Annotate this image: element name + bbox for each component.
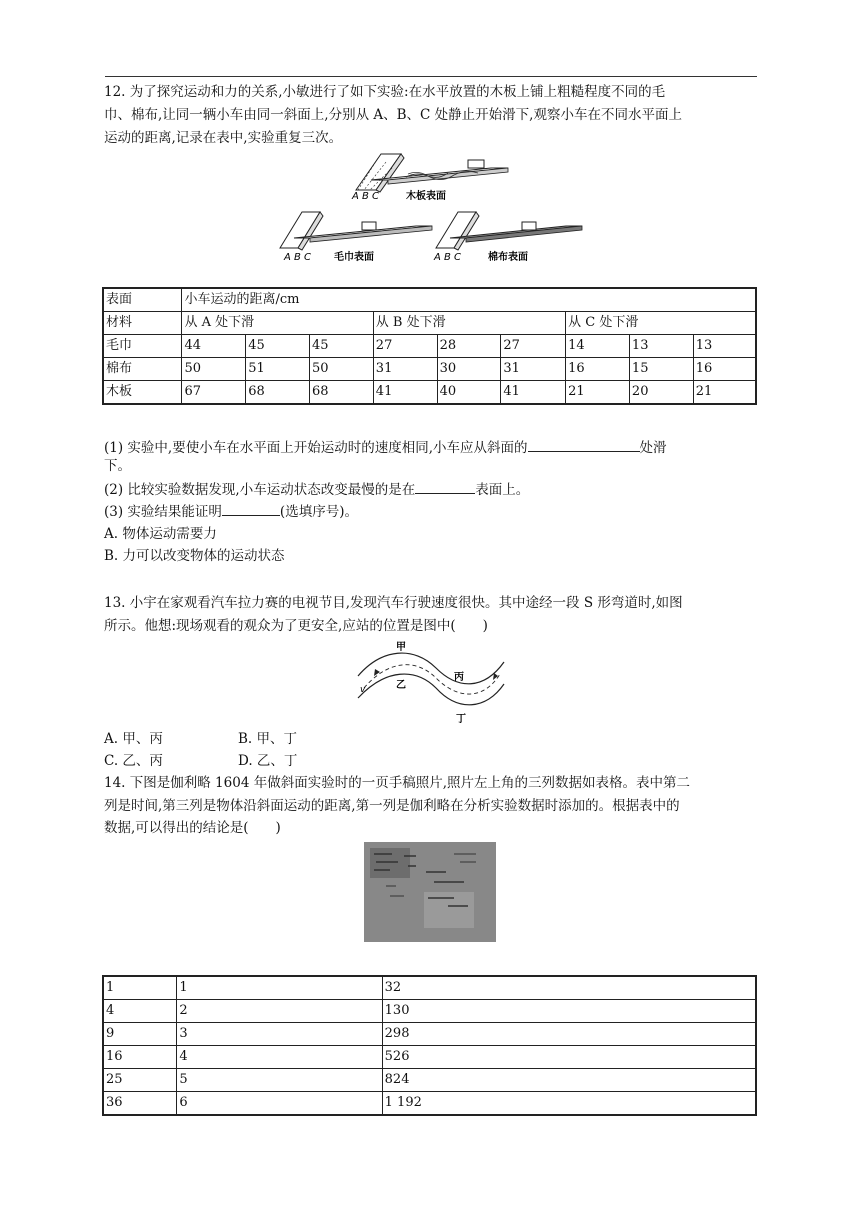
q12-sub2-text: (2) 比较实验数据发现,小车运动状态改变最慢的是在: [104, 482, 416, 498]
q12-experiment-figure: [276, 150, 586, 270]
right-label-c: C: [454, 252, 461, 263]
table-cell: 130: [382, 1000, 756, 1023]
q12-sub3: [104, 501, 358, 522]
table-cell: 41: [501, 381, 566, 405]
q12-sub2: [104, 479, 529, 500]
towel-caption: 毛巾表面: [334, 252, 374, 263]
table-cell: 30: [437, 358, 501, 381]
table-cell: 4: [177, 1046, 382, 1069]
q12-sub3-blank[interactable]: [222, 501, 280, 516]
row-material: 木板: [103, 381, 182, 405]
table-cell: 20: [629, 381, 693, 405]
wood-surface-setup: [351, 154, 508, 202]
table-cell: 67: [182, 381, 246, 405]
q13-text-line-1: 13. 小宇在家观看汽车拉力赛的电视节目,发现汽车行驶速度很快。其中途经一段 S 形弯道时,如图: [104, 595, 683, 611]
table-cell: 50: [310, 358, 374, 381]
table-row: [103, 1000, 756, 1023]
table-cell: 27: [501, 335, 566, 358]
table-cell: 31: [373, 358, 437, 381]
table-row: [103, 1069, 756, 1092]
q12-sub2-blank[interactable]: [415, 479, 475, 494]
q12-text-line-2: 巾、棉布,让同一辆小车由同一斜面上,分别从 A、B、C 处静止开始滑下,观察小车在不同水平面上: [104, 107, 682, 123]
table-cell: 14: [566, 335, 630, 358]
table-cell: 25: [103, 1069, 177, 1092]
table-cell: 68: [246, 381, 310, 405]
table-main-header: 小车运动的距离/cm: [182, 288, 756, 312]
table-cell: 2: [177, 1000, 382, 1023]
table-cell: 16: [103, 1046, 177, 1069]
table-cell: 45: [310, 335, 374, 358]
wood-caption: 木板表面: [406, 191, 446, 202]
table-cell: 32: [382, 976, 756, 1000]
q14-text-line-2: 列是时间,第三列是物体沿斜面运动的距离,第一列是伽利略在分析实验数据时添加的。根据表中的: [104, 798, 680, 814]
q13-text-line-2: 所示。他想:现场观看的观众为了更安全,应站的位置是图中( ): [104, 618, 488, 634]
top-label-b: B: [362, 191, 369, 202]
q12-sub1-tail: 处滑: [639, 440, 667, 456]
left-label-c: C: [304, 252, 311, 263]
top-label-a: A: [352, 191, 359, 202]
q12-text-line-1: 12. 为了探究运动和力的关系,小敏进行了如下实验:在水平放置的木板上铺上粗糙程度不同的毛: [104, 84, 666, 100]
q13-option-c: C. 乙、丙: [104, 753, 163, 769]
table-cell: 45: [246, 335, 310, 358]
q12-data-table: [102, 287, 757, 405]
table-group-b: 从 B 处下滑: [373, 312, 565, 335]
q14-text-line-3: 数据,可以得出的结论是( ): [104, 820, 281, 836]
table-cell: 51: [246, 358, 310, 381]
table-cell: 1 192: [382, 1092, 756, 1116]
q12-text-line-3: 运动的距离,记录在表中,实验重复三次。: [104, 130, 343, 146]
table-cell: 6: [177, 1092, 382, 1116]
table-cell: 27: [373, 335, 437, 358]
q14-data-table: [102, 975, 757, 1116]
table-cell: 28: [437, 335, 501, 358]
label-bing: 丙: [454, 672, 464, 683]
table-row: [103, 1046, 756, 1069]
table-cell: 15: [629, 358, 693, 381]
q12-option-b: B. 力可以改变物体的运动状态: [104, 548, 285, 564]
table-cell: 3: [177, 1023, 382, 1046]
table-cell: 36: [103, 1092, 177, 1116]
label-jia: 甲: [396, 642, 406, 653]
table-corner-bottom: 材料: [103, 312, 182, 335]
table-cell: 50: [182, 358, 246, 381]
table-cell: 4: [103, 1000, 177, 1023]
table-cell: 526: [382, 1046, 756, 1069]
table-cell: 68: [310, 381, 374, 405]
table-cell: 21: [693, 381, 756, 405]
manuscript-scribbles: [364, 842, 496, 942]
cloth-caption: 棉布表面: [488, 252, 528, 263]
cloth-surface-setup: [433, 212, 582, 263]
table-row: [103, 335, 756, 358]
table-cell: 13: [629, 335, 693, 358]
q13-option-d: D. 乙、丁: [238, 753, 298, 769]
table-cell: 1: [103, 976, 177, 1000]
q12-sub1-cont: 下。: [104, 458, 131, 474]
towel-surface-setup: [280, 212, 432, 263]
top-rule: [105, 76, 757, 77]
table-cell: 824: [382, 1069, 756, 1092]
table-corner-top: 表面: [103, 288, 182, 312]
table-cell: 16: [693, 358, 756, 381]
table-row: [103, 1092, 756, 1116]
table-cell: 1: [177, 976, 382, 1000]
right-label-b: B: [444, 252, 451, 263]
top-label-c: C: [372, 191, 379, 202]
row-material: 棉布: [103, 358, 182, 381]
table-row: [103, 976, 756, 1000]
q12-sub2-tail: 表面上。: [475, 482, 530, 498]
table-cell: 41: [373, 381, 437, 405]
q13-s-curve-figure: [352, 636, 510, 726]
table-row: [103, 358, 756, 381]
left-label-a: A: [284, 252, 291, 263]
table-cell: 40: [437, 381, 501, 405]
table-cell: 21: [566, 381, 630, 405]
table-group-c: 从 C 处下滑: [566, 312, 756, 335]
q12-sub1: [104, 437, 667, 458]
table-cell: 31: [501, 358, 566, 381]
q12-sub3-tail: (选填序号)。: [279, 504, 358, 520]
q13-option-a: A. 甲、丙: [104, 731, 163, 747]
table-cell: 298: [382, 1023, 756, 1046]
table-row: [103, 1023, 756, 1046]
q13-option-b: B. 甲、丁: [238, 731, 298, 747]
table-cell: 44: [182, 335, 246, 358]
label-yi: 乙: [396, 680, 406, 691]
q12-sub3-text: (3) 实验结果能证明: [104, 504, 222, 520]
q12-sub1-text: (1) 实验中,要使小车在水平面上开始运动时的速度相同,小车应从斜面的: [104, 440, 528, 456]
right-label-a: A: [434, 252, 441, 263]
label-ding: 丁: [456, 714, 466, 725]
q12-sub1-blank[interactable]: [528, 437, 640, 452]
row-material: 毛巾: [103, 335, 182, 358]
table-cell: 16: [566, 358, 630, 381]
q14-text-line-1: 14. 下图是伽利略 1604 年做斜面实验时的一页手稿照片,照片左上角的三列数据如表格。表中第二: [104, 775, 690, 791]
table-group-a: 从 A 处下滑: [182, 312, 373, 335]
table-cell: 9: [103, 1023, 177, 1046]
galileo-manuscript-photo: [364, 842, 496, 942]
table-row: [103, 381, 756, 405]
q12-option-a: A. 物体运动需要力: [104, 526, 217, 542]
table-cell: 5: [177, 1069, 382, 1092]
label-v: v: [360, 685, 366, 695]
left-label-b: B: [294, 252, 301, 263]
table-cell: 13: [693, 335, 756, 358]
